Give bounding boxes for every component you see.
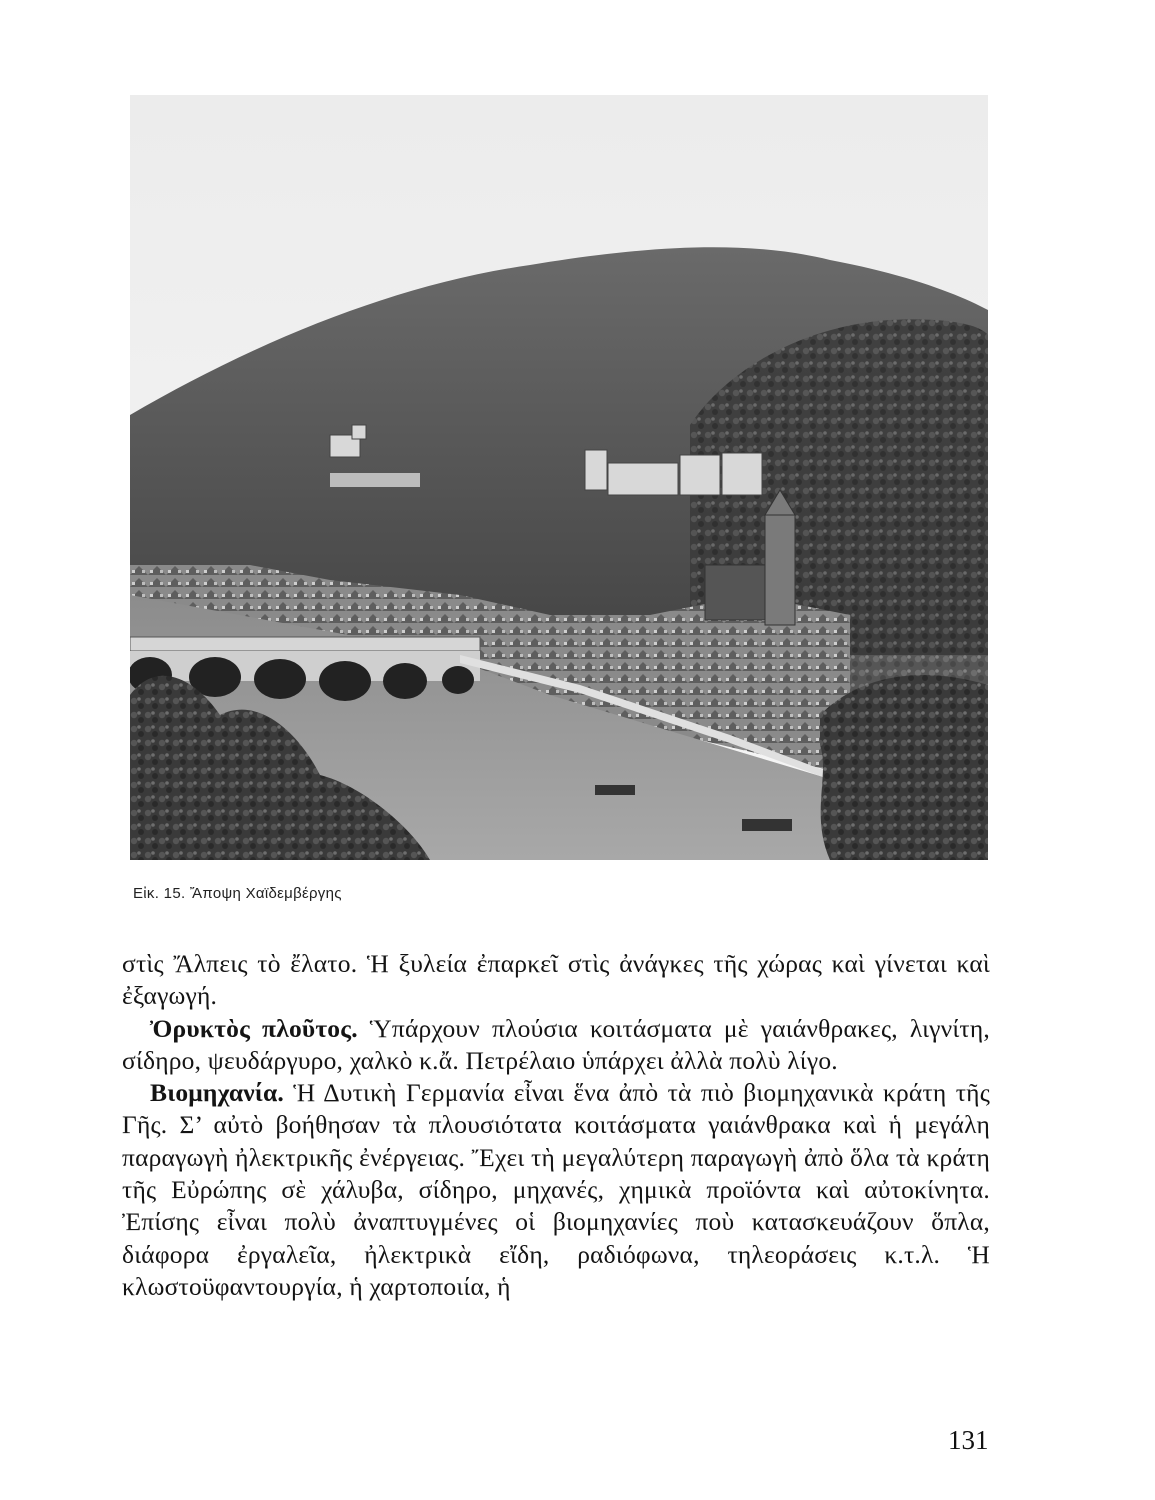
heidelberg-photo [130,95,988,860]
paragraph-3-text: Ἡ Δυτικὴ Γερμανία εἶναι ἕνα ἀπὸ τὰ πιὸ βιομηχανικὰ κράτη τῆς Γῆς. Σ’ αὐτὸ βοήθησαν τὰ πλουσιότατα κοιτάσματα γαιάνθρακα καὶ ἡ μεγάλη παραγωγὴ ἠλεκτρικῆς ἐνέργειας. Ἔχει τὴ μεγαλύτερη παραγωγὴ ἀπὸ ὅλα τὰ κράτη τῆς Εὐρώπης σὲ χάλυβα, σίδηρο, μηχανές, χημικὰ προϊόντα καὶ αὐτοκίνητα. Ἐπίσης εἶναι πολὺ ἀναπτυγμένες οἱ βιομηχανίες ποὺ κατασκευάζουν ὅπλα, διάφορα ἐργαλεῖα, ἠλεκτρικὰ εἴδη, ραδιόφωνα, τηλεοράσεις κ.τ.λ. Ἡ κλωστοϋφαντουργία, ἡ χαρτοποιία, ἡ [122,1078,990,1301]
paragraph-1: στὶς Ἄλπεις τὸ ἔλατο. Ἡ ξυλεία ἐπαρκεῖ στὶς ἀνάγκες τῆς χώρας καὶ γίνεται καὶ ἐξαγωγή. [122,949,990,1011]
heading-mineral-wealth: Ὀρυκτὸς πλοῦτος. [150,1013,358,1043]
heading-industry: Βιομηχανία. [150,1078,284,1108]
body-text [122,948,990,1303]
paragraph-2 [122,1013,990,1078]
figure-caption: Εἰκ. 15. Ἄποψη Χαϊδεμβέργης [133,885,342,902]
boat [742,819,792,831]
page-number: 131 [948,1425,989,1455]
foreground-trees-right [820,675,988,860]
paragraph-3 [122,1077,990,1303]
boat [595,785,635,795]
paragraph-2-text: Ὑπάρχουν πλούσια κοιτάσματα μὲ γαιάνθρακες, λιγνίτη, σίδηρο, ψευδάργυρο, χαλκὸ κ.ἄ. Πετρέλαιο ὑπάρχει ἀλλὰ πολὺ λίγο. [122,1013,990,1075]
